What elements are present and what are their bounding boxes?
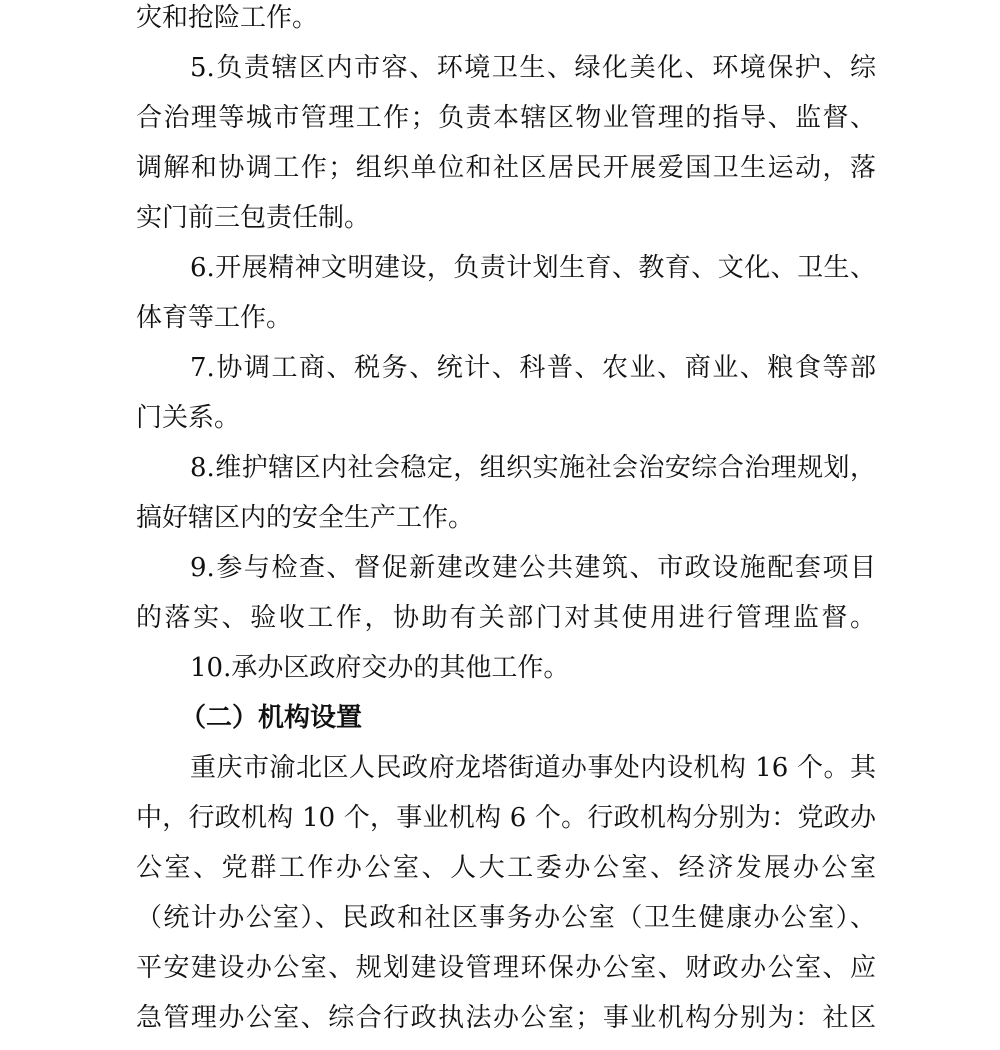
text-line: 调解和协调工作；组织单位和社区居民开展爱国卫生运动，落	[136, 153, 876, 183]
text-line: 公室、党群工作办公室、人大工委办公室、经济发展办公室	[136, 853, 876, 883]
text-line: 实门前三包责任制。	[136, 203, 371, 233]
text-line: 5.负责辖区内市容、环境卫生、绿化美化、环境保护、综	[190, 53, 876, 83]
text-line: 7.协调工商、税务、统计、科普、农业、商业、粮食等部	[190, 353, 876, 383]
text-line: 合治理等城市管理工作；负责本辖区物业管理的指导、监督、	[136, 103, 876, 133]
text-line: 8.维护辖区内社会稳定，组织实施社会治安综合治理规划，	[190, 453, 876, 483]
text-line: 平安建设办公室、规划建设管理环保办公室、财政办公室、应	[136, 953, 876, 983]
text-line: 中，行政机构 10 个，事业机构 6 个。行政机构分别为：党政办	[136, 803, 876, 833]
section-heading: （二）机构设置	[180, 703, 363, 733]
text-line: 6.开展精神文明建设，负责计划生育、教育、文化、卫生、	[190, 253, 876, 283]
text-line: 10.承办区政府交办的其他工作。	[190, 653, 570, 683]
text-line: 灾和抢险工作。	[136, 3, 319, 33]
text-line: 急管理办公室、综合行政执法办公室；事业机构分别为：社区	[136, 1003, 876, 1033]
text-line: 9.参与检查、督促新建改建公共建筑、市政设施配套项目	[190, 553, 876, 583]
text-line: 的落实、验收工作，协助有关部门对其使用进行管理监督。	[136, 603, 876, 633]
text-line: 门关系。	[136, 403, 241, 433]
text-line: 体育等工作。	[136, 303, 293, 333]
text-line: 重庆市渝北区人民政府龙塔街道办事处内设机构 16 个。其	[190, 753, 876, 783]
text-line: （统计办公室）、民政和社区事务办公室（卫生健康办公室）、	[136, 903, 876, 933]
text-line: 搞好辖区内的安全生产工作。	[136, 503, 475, 533]
